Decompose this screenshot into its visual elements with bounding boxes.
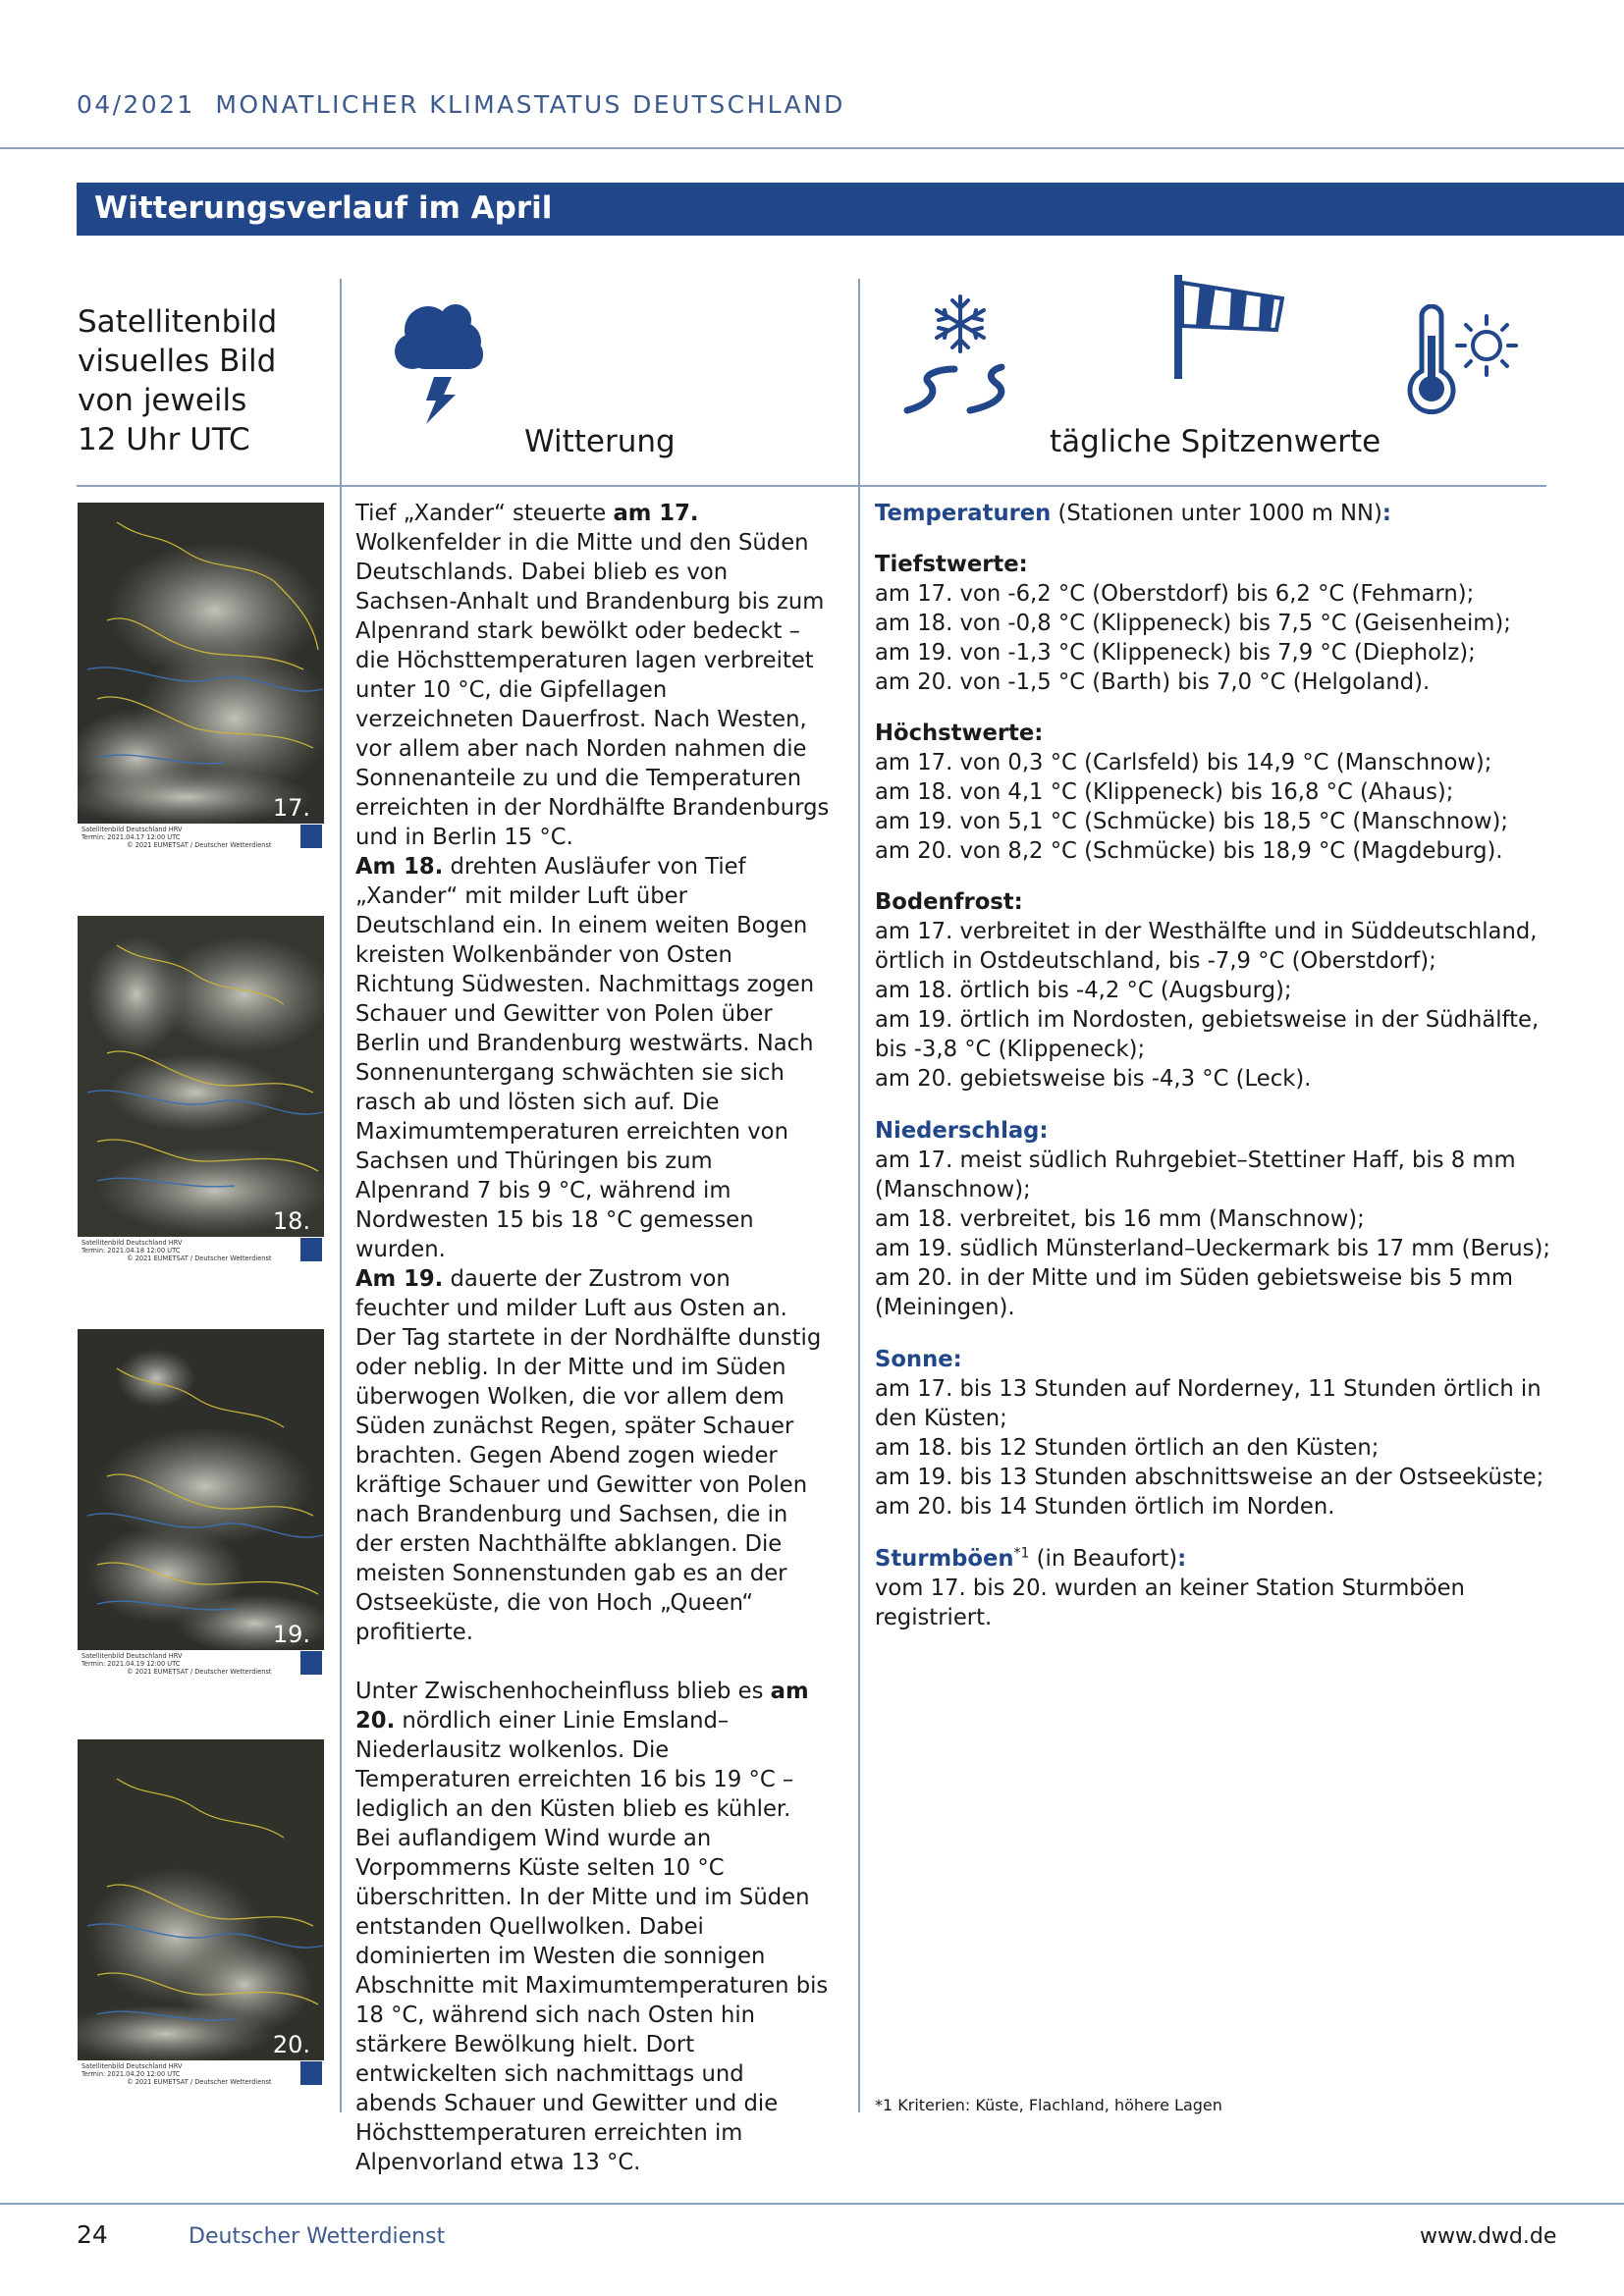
paragraph-17 (355, 499, 831, 852)
footer-organization: Deutscher Wetterdienst (189, 2224, 446, 2249)
caption-line: © 2021 EUMETSAT / Deutscher Wetterdienst (127, 1255, 272, 1262)
satellite-image-19 (78, 1329, 324, 1676)
storm-note: (in Beaufort) (1029, 1546, 1178, 1572)
frost-line: am 17. verbreitet in der Westhälfte und in Süddeutschland, örtlich in Ostdeutschland, bis -7,9 °C (Oberstdorf); (875, 919, 1538, 974)
frost-line: am 20. gebietsweise bis -4,3 °C (Leck). (875, 1066, 1312, 1092)
satellite-image-17 (78, 503, 324, 849)
caption-line: Termin: 2021.04.17 12:00 UTC (81, 833, 181, 841)
footer-url[interactable]: www.dwd.de (1420, 2224, 1557, 2249)
text-run: Unter Zwischenhocheinfluss blieb es (355, 1679, 771, 1704)
caption-line: © 2021 EUMETSAT / Deutscher Wetterdienst (127, 2078, 272, 2086)
peaks-column-label: tägliche Spitzenwerte (1050, 424, 1381, 459)
page-number: 24 (77, 2220, 108, 2249)
frost-line: am 19. örtlich im Nordosten, gebietsweise in der Südhälfte, bis -3,8 °C (Klippeneck); (875, 1007, 1540, 1062)
caption-line: Satellitenbild Deutschland HRV (81, 1239, 183, 1247)
temperature-heading: Temperaturen (875, 501, 1052, 526)
satellite-day-label: 19. (272, 1621, 310, 1648)
caption-line: © 2021 EUMETSAT / Deutscher Wetterdienst (127, 841, 272, 849)
sunshine-line: am 20. bis 14 Stunden örtlich im Norden. (875, 1494, 1335, 1520)
max-heading: Höchstwerte: (875, 721, 1044, 746)
satellite-label-line: Satellitenbild (78, 304, 278, 340)
max-line: am 19. von 5,1 °C (Schmücke) bis 18,5 °C (Manschnow); (875, 809, 1509, 834)
caption-line: Termin: 2021.04.20 12:00 UTC (81, 2070, 181, 2078)
satellite-day-label: 17. (272, 794, 310, 822)
satellite-caption (78, 1237, 324, 1262)
text-run: dauerte der Zustrom von feuchter und milder Luft aus Osten an. Der Tag startete in der Nordhälfte dunstig oder neblig. In der Mitte und im Süden überwogen Wolken, die vor allem dem Süden zunächst Regen, später Schauer brachten. Gegen Abend zogen wieder kräftige Schauer und Gewitter von Polen nach Brandenburg und Sachsen, die in der ersten Nachthälfte abklangen. Die meisten Sonnenstunden gab es an der Ostseeküste, die von Hoch „Queen“ profitierte. (355, 1266, 822, 1645)
thermometer-sun-icon (1402, 304, 1520, 418)
max-line: am 17. von 0,3 °C (Carlsfeld) bis 14,9 °C (Manschnow); (875, 750, 1492, 775)
precipitation-section (875, 1116, 1562, 1322)
satellite-label-line: visuelles Bild (78, 344, 277, 379)
precipitation-line: am 18. verbreitet, bis 16 mm (Manschnow); (875, 1206, 1365, 1232)
sunshine-section (875, 1345, 1562, 1522)
paragraph-20 (355, 1677, 831, 2177)
satellite-day-label: 18. (272, 1207, 310, 1235)
satellite-image-18 (78, 916, 324, 1262)
date-emphasis: Am 19. (355, 1266, 444, 1292)
weather-column-label: Witterung (524, 424, 676, 459)
text-run: drehten Ausläufer von Tief „Xander“ mit milder Luft über Deutschland ein. In einem weiten Bogen kreisten Wolkenbänder von Osten Richtung Südwesten. Nachmittags zogen Schauer und Gewitter von Polen über Berlin und Brandenburg westwärts. Nach Sonnenuntergang schwächten sie sich rasch ab und lösten sich auf. Die Maximumtemperaturen erreichten von Sachsen und Thüringen bis zum Alpenrand 7 bis 9 °C, während im Nordwesten 15 bis 18 °C gemessen wurden. (355, 854, 815, 1262)
paragraph-gap (355, 1647, 831, 1677)
sunshine-line: am 17. bis 13 Stunden auf Norderney, 11 Stunden örtlich in den Küsten; (875, 1376, 1542, 1431)
frost-heading: Bodenfrost: (875, 889, 1023, 915)
column-header-divider (77, 485, 1546, 487)
text-run: Tief „Xander“ steuerte (355, 501, 614, 526)
caption-line: Satellitenbild Deutschland HRV (81, 2062, 183, 2070)
min-line: am 19. von -1,3 °C (Klippeneck) bis 7,9 °C (Diepholz); (875, 640, 1476, 666)
satellite-day-label: 20. (272, 2031, 310, 2058)
satellite-caption (78, 1650, 324, 1676)
column-divider-left (340, 279, 342, 2112)
caption-line: Satellitenbild Deutschland HRV (81, 1652, 183, 1660)
sunshine-heading: Sonne: (875, 1347, 962, 1372)
precipitation-line: am 17. meist südlich Ruhrgebiet–Stettiner Haff, bis 8 mm (Manschnow); (875, 1148, 1516, 1202)
temperature-note: (Stationen unter 1000 m NN) (1051, 501, 1382, 526)
satellite-caption (78, 2060, 324, 2086)
footnote: *1 Kriterien: Küste, Flachland, höhere Lagen (875, 2096, 1222, 2114)
dwd-logo-icon (300, 825, 322, 848)
date-emphasis: Am 18. (355, 854, 444, 880)
satellite-label-line: von jeweils (78, 383, 247, 418)
min-line: am 18. von -0,8 °C (Klippeneck) bis 7,5 °C (Geisenheim); (875, 611, 1511, 636)
snowflake-road-icon (899, 294, 1017, 414)
sunshine-line: am 19. bis 13 Stunden abschnittsweise an der Ostseeküste; (875, 1465, 1544, 1490)
caption-line: Satellitenbild Deutschland HRV (81, 826, 183, 833)
cloud-lightning-icon (391, 293, 491, 426)
publication-title: MONATLICHER KLIMASTATUS DEUTSCHLAND (215, 90, 845, 119)
heading-colon: : (1177, 1546, 1187, 1572)
footnote-marker: *1 (1013, 1545, 1030, 1562)
footer-divider (0, 2203, 1624, 2205)
satellite-label-line: 12 Uhr UTC (78, 422, 250, 457)
caption-line: © 2021 EUMETSAT / Deutscher Wetterdienst (127, 1668, 272, 1676)
precipitation-line: am 19. südlich Münsterland–Ueckermark bis 17 mm (Berus); (875, 1236, 1551, 1261)
weather-narrative (355, 499, 831, 2177)
min-line: am 20. von -1,5 °C (Barth) bis 7,0 °C (Helgoland). (875, 669, 1431, 695)
paragraph-19 (355, 1264, 831, 1647)
temperature-section (875, 499, 1562, 1094)
satellite-caption (78, 824, 324, 849)
frost-line: am 18. örtlich bis -4,2 °C (Augsburg); (875, 978, 1292, 1003)
section-title-bar (77, 183, 1624, 236)
date-emphasis: am 17. (613, 501, 699, 526)
section-title: Witterungsverlauf im April (94, 190, 553, 226)
precipitation-heading: Niederschlag: (875, 1118, 1049, 1144)
satellite-image-20 (78, 1739, 324, 2086)
satellite-column-label (78, 302, 277, 459)
max-line: am 18. von 4,1 °C (Klippeneck) bis 16,8 °C (Ahaus); (875, 779, 1454, 805)
column-divider-right (858, 279, 860, 2112)
min-heading: Tiefstwerte: (875, 552, 1028, 577)
peak-values (875, 499, 1562, 1655)
text-run: Wolkenfelder in die Mitte und den Süden Deutschlands. Dabei blieb es von Sachsen-Anhalt und Brandenburg bis zum Alpenrand stark bewölkt oder bedeckt – die Höchsttemperaturen lagen verbreitet unter 10 °C, die Gipfellagen verzeichneten Dauerfrost. Nach Westen, vor allem aber nach Norden nahmen die Sonnenanteile zu und die Temperaturen erreichten in der Nordhälfte Brandenburgs und in Berlin 15 °C. (355, 530, 830, 850)
storm-text: vom 17. bis 20. wurden an keiner Station Sturmböen registriert. (875, 1575, 1465, 1630)
sunshine-line: am 18. bis 12 Stunden örtlich an den Küsten; (875, 1435, 1380, 1461)
windsock-icon (1174, 273, 1284, 381)
max-line: am 20. von 8,2 °C (Schmücke) bis 18,9 °C (Magdeburg). (875, 838, 1503, 864)
dwd-logo-icon (300, 1651, 322, 1675)
text-run: nördlich einer Linie Emsland–Niederlausitz wolkenlos. Die Temperaturen erreichten 16 bis 19 °C – lediglich an den Küsten blieb es kühler. Bei auflandigem Wind wurde an Vorpommerns Küste selten 10 °C überschritten. In der Mitte und im Süden entstanden Quellwolken. Dabei dominierten im Westen die sonnigen Abschnitte mit Maximumtemperaturen bis 18 °C, während sich nach Osten hin stärkere Bewölkung hielt. Dort entwickelten sich nachmittags und abends Schauer und Gewitter und die Höchsttemperaturen erreichten im Alpenvorland etwa 13 °C. (355, 1708, 829, 2175)
date-emphasis: am 20. (355, 1679, 809, 1734)
caption-line: Termin: 2021.04.18 12:00 UTC (81, 1247, 181, 1255)
paragraph-18 (355, 852, 831, 1264)
running-header (77, 90, 845, 119)
heading-colon: : (1381, 501, 1391, 526)
header-divider (0, 147, 1624, 149)
dwd-logo-icon (300, 1238, 322, 1261)
min-line: am 17. von -6,2 °C (Oberstdorf) bis 6,2 °C (Fehmarn); (875, 581, 1475, 607)
storm-section (875, 1544, 1562, 1632)
dwd-logo-icon (300, 2061, 322, 2085)
precipitation-line: am 20. in der Mitte und im Süden gebietsweise bis 5 mm (Meiningen). (875, 1265, 1513, 1320)
issue-number: 04/2021 (77, 90, 195, 119)
caption-line: Termin: 2021.04.19 12:00 UTC (81, 1660, 181, 1668)
storm-heading: Sturmböen (875, 1546, 1014, 1572)
